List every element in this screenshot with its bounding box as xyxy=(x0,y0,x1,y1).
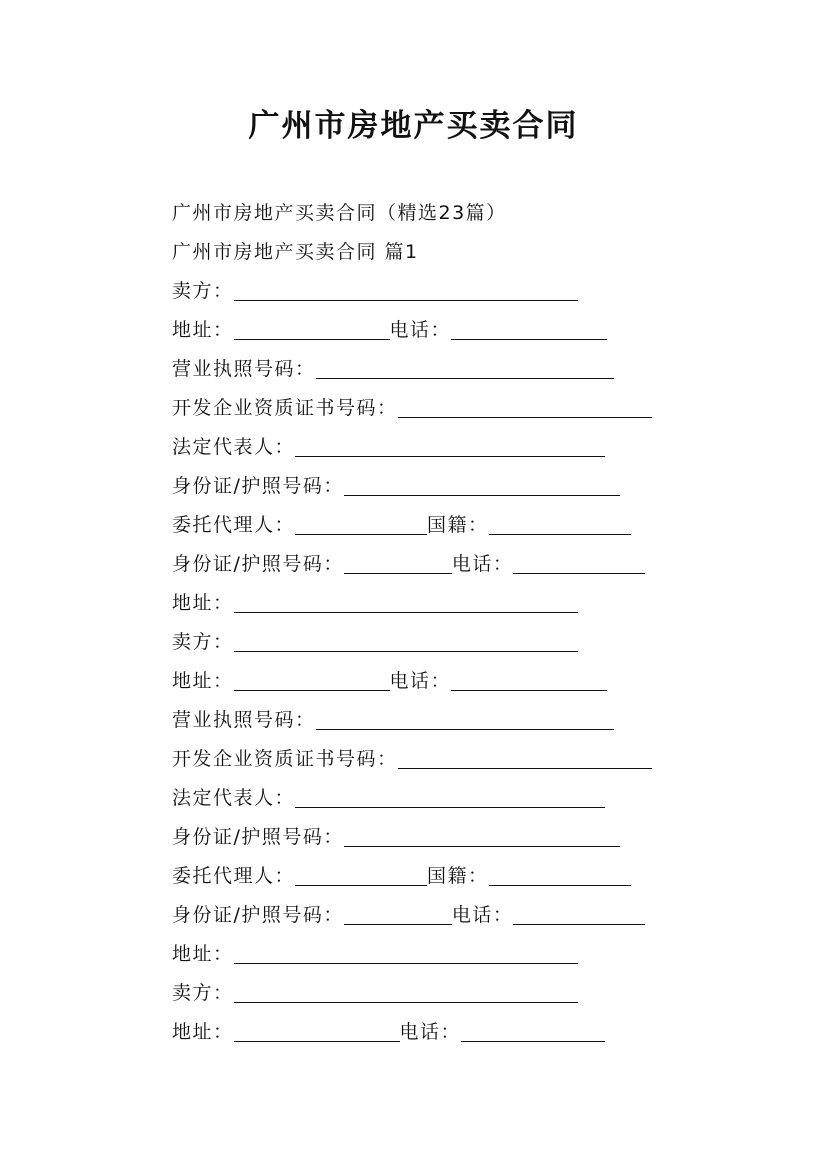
phone-blank[interactable] xyxy=(451,317,607,340)
legal-rep-line xyxy=(172,429,605,459)
legal-rep-line xyxy=(172,780,605,810)
seller-blank[interactable] xyxy=(234,629,578,652)
address-phone-line xyxy=(172,663,607,693)
id-phone-line xyxy=(172,897,645,927)
license-line xyxy=(172,702,614,732)
agent-label: 委托代理人： xyxy=(172,514,296,536)
agent-nationality-line xyxy=(172,507,631,537)
id-phone-line xyxy=(172,546,645,576)
id-passport-label: 身份证/护照号码： xyxy=(172,553,344,575)
subtitle: 广州市房地产买卖合同（精选23篇） xyxy=(172,202,507,224)
legal-rep-label: 法定代表人： xyxy=(172,436,296,458)
seller-line xyxy=(172,273,578,303)
id-passport-blank[interactable] xyxy=(344,473,620,496)
address-line xyxy=(172,936,578,966)
nationality-blank[interactable] xyxy=(489,863,631,886)
license-label: 营业执照号码： xyxy=(172,709,316,731)
seller-label: 卖方： xyxy=(172,280,234,302)
legal-rep-blank[interactable] xyxy=(295,785,605,808)
phone-label: 电话： xyxy=(399,1021,462,1043)
seller-label: 卖方： xyxy=(172,631,234,653)
phone-blank[interactable] xyxy=(513,551,645,574)
phone-label: 电话： xyxy=(389,319,452,341)
phone-blank[interactable] xyxy=(461,1019,605,1042)
license-line xyxy=(172,351,614,381)
license-blank[interactable] xyxy=(316,356,614,379)
agent-blank[interactable] xyxy=(295,512,427,535)
id-passport-blank[interactable] xyxy=(344,902,452,925)
phone-label: 电话： xyxy=(389,670,452,692)
phone-label: 电话： xyxy=(451,904,514,926)
address-blank[interactable] xyxy=(234,317,390,340)
id-passport-label: 身份证/护照号码： xyxy=(172,475,344,497)
legal-rep-label: 法定代表人： xyxy=(172,787,296,809)
nationality-label: 国籍： xyxy=(427,514,489,536)
seller-blank[interactable] xyxy=(234,278,578,301)
address-line xyxy=(172,585,578,615)
id-passport-label: 身份证/护照号码： xyxy=(172,904,344,926)
nationality-label: 国籍： xyxy=(427,865,489,887)
nationality-blank[interactable] xyxy=(489,512,631,535)
id-passport-blank[interactable] xyxy=(344,824,620,847)
address-blank[interactable] xyxy=(234,590,578,613)
qualification-label: 开发企业资质证书号码： xyxy=(172,748,398,770)
id-passport-blank[interactable] xyxy=(344,551,452,574)
agent-label: 委托代理人： xyxy=(172,865,296,887)
address-phone-line xyxy=(172,1014,605,1044)
seller-line xyxy=(172,975,578,1005)
id-passport-line xyxy=(172,819,620,849)
agent-blank[interactable] xyxy=(295,863,427,886)
address-label: 地址： xyxy=(172,319,234,341)
license-blank[interactable] xyxy=(316,707,614,730)
seller-blank[interactable] xyxy=(234,980,578,1003)
address-label: 地址： xyxy=(172,670,234,692)
address-phone-line xyxy=(172,312,607,342)
phone-blank[interactable] xyxy=(451,668,607,691)
qualification-blank[interactable] xyxy=(398,395,652,418)
qualification-blank[interactable] xyxy=(398,746,652,769)
legal-rep-blank[interactable] xyxy=(295,434,605,457)
document-title: 广州市房地产买卖合同 xyxy=(248,108,579,144)
address-label: 地址： xyxy=(172,1021,234,1043)
qualification-label: 开发企业资质证书号码： xyxy=(172,397,398,419)
phone-blank[interactable] xyxy=(513,902,645,925)
license-label: 营业执照号码： xyxy=(172,358,316,380)
address-label: 地址： xyxy=(172,943,234,965)
qualification-line xyxy=(172,741,652,771)
section-heading: 广州市房地产买卖合同 篇1 xyxy=(172,241,419,263)
address-blank[interactable] xyxy=(234,1019,400,1042)
seller-label: 卖方： xyxy=(172,982,234,1004)
address-label: 地址： xyxy=(172,592,234,614)
id-passport-line xyxy=(172,468,620,498)
qualification-line xyxy=(172,390,652,420)
address-blank[interactable] xyxy=(234,941,578,964)
subtitle-line xyxy=(172,195,507,225)
address-blank[interactable] xyxy=(234,668,390,691)
section-heading-line xyxy=(172,234,419,264)
phone-label: 电话： xyxy=(451,553,514,575)
id-passport-label: 身份证/护照号码： xyxy=(172,826,344,848)
seller-line xyxy=(172,624,578,654)
agent-nationality-line xyxy=(172,858,631,888)
